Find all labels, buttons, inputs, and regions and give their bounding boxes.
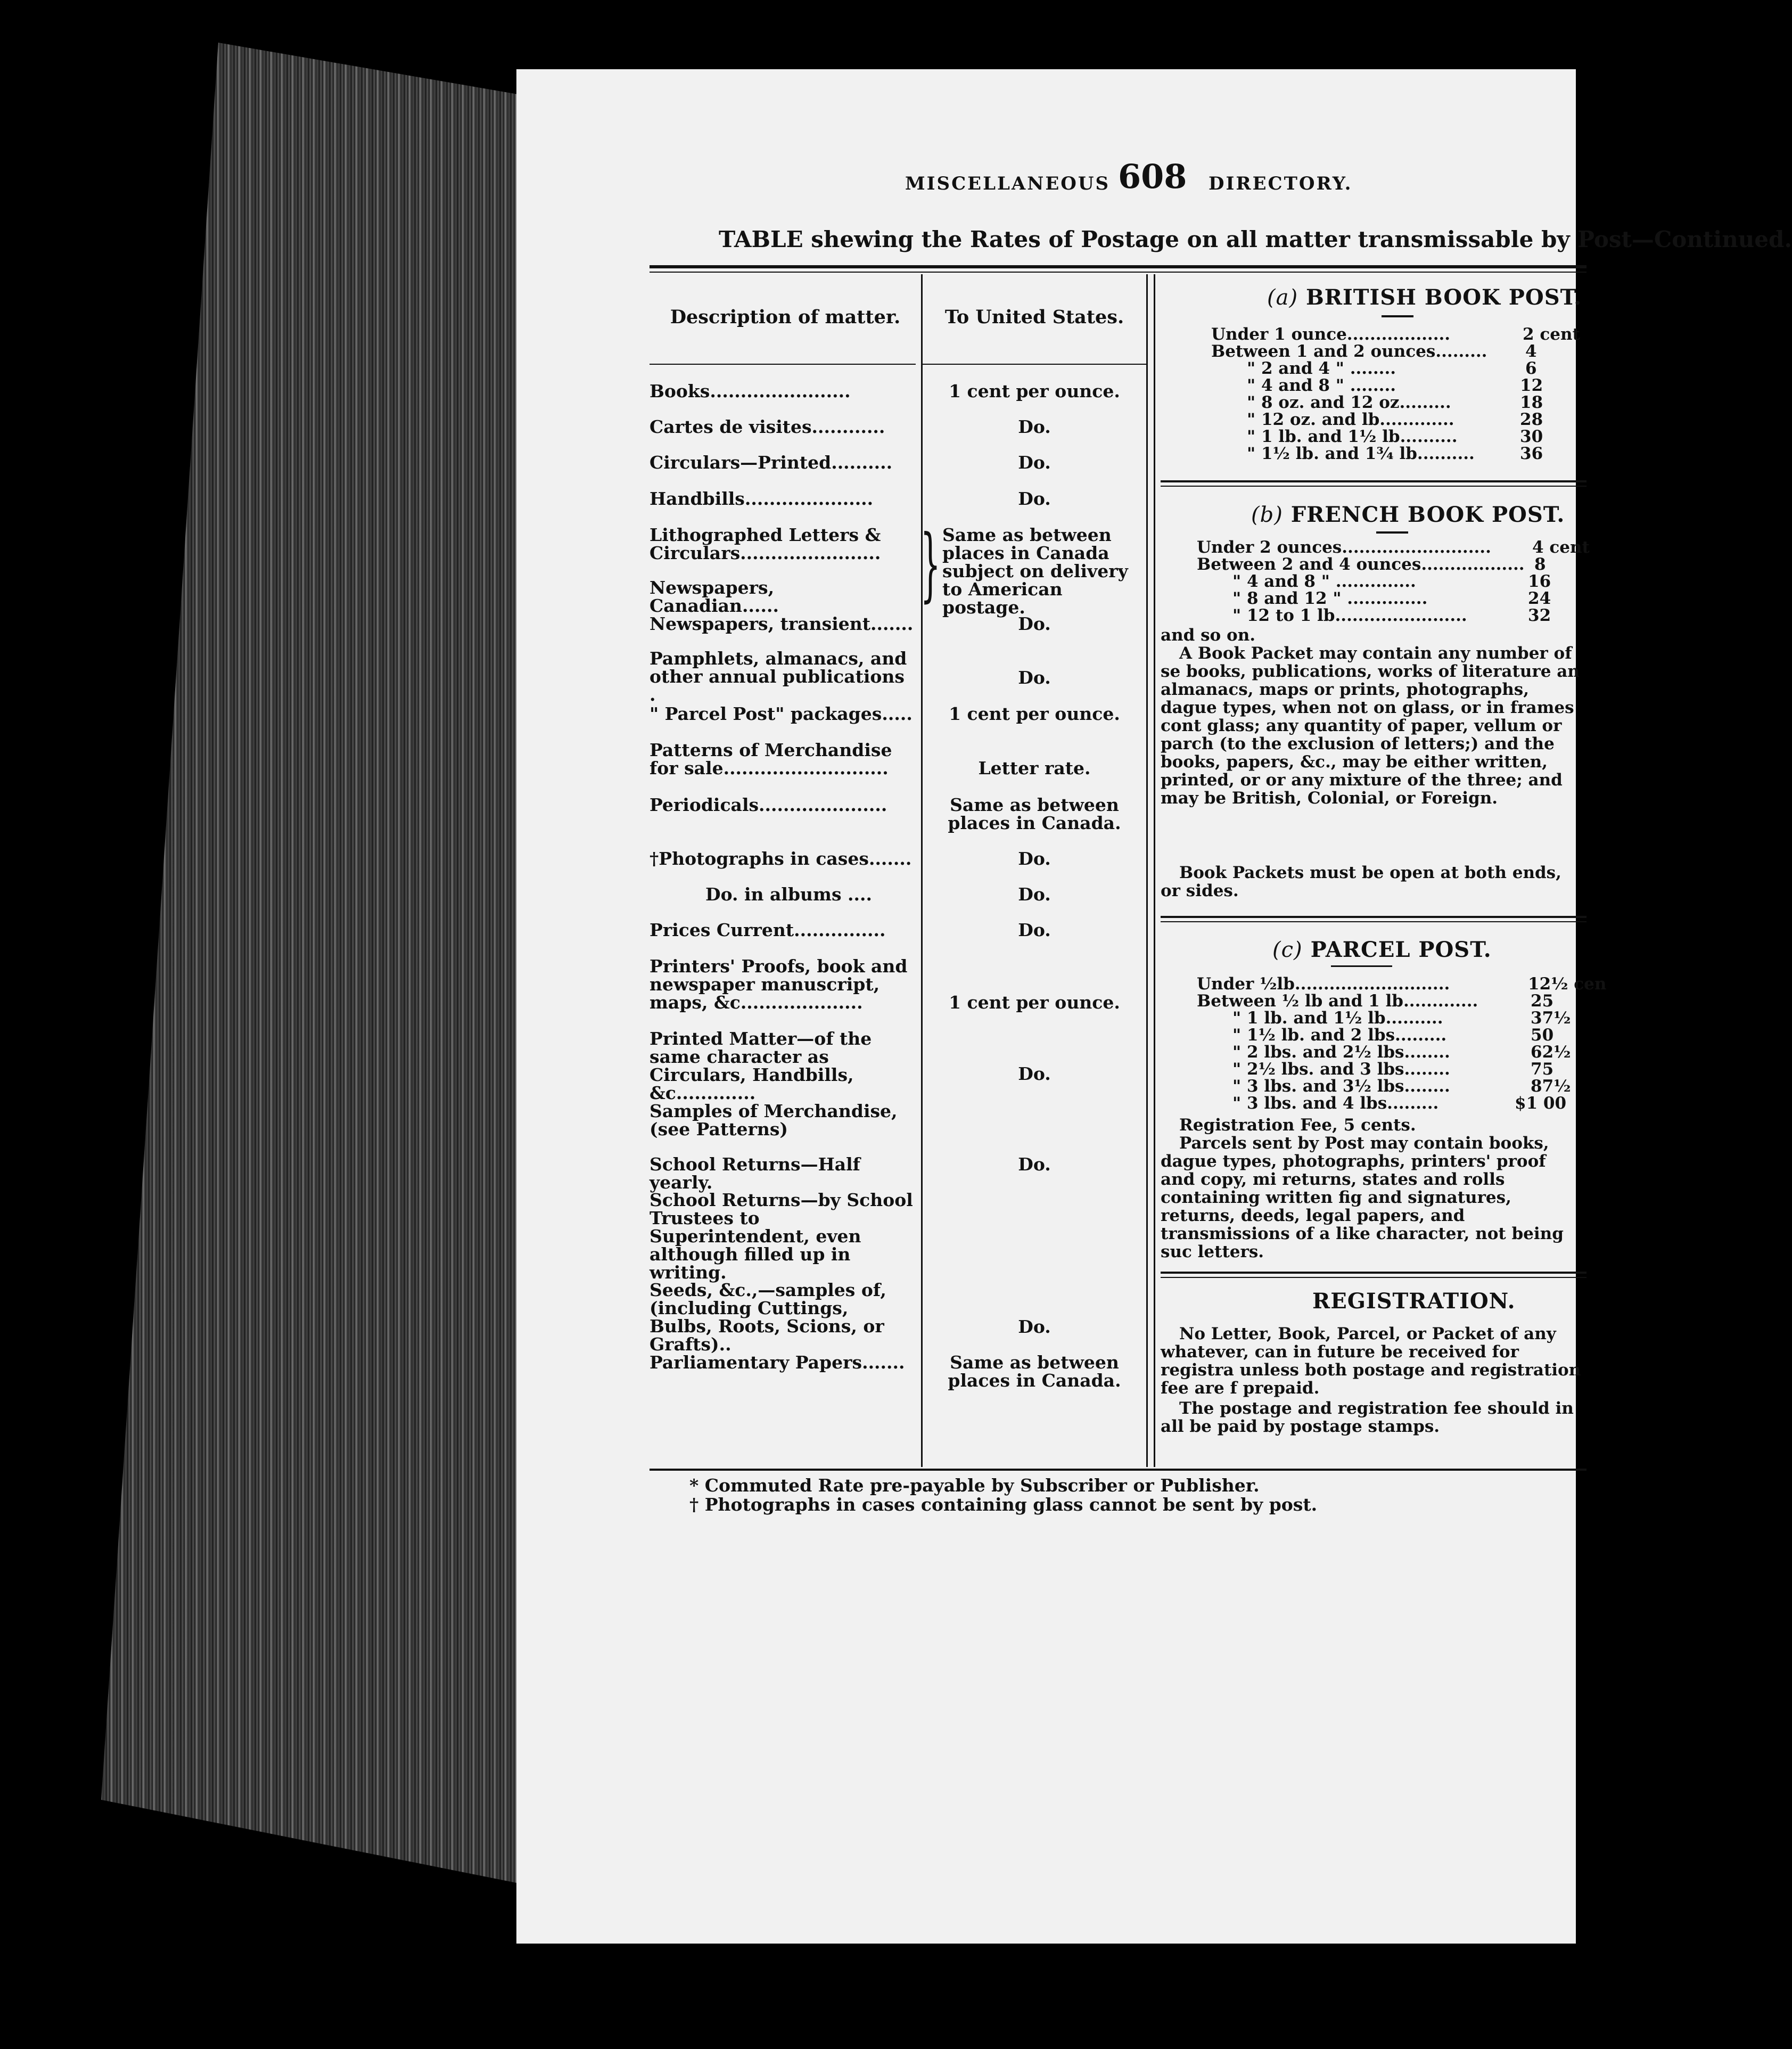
parcel-heading-prefix: (c) (1272, 938, 1303, 962)
parcel-row-value: 62½ (1531, 1043, 1571, 1062)
row-label-seeds: Seeds, &c.,—samples of, (including Cuttings, Bulbs, Roots, Scions, or Grafts).. (650, 1280, 886, 1355)
brace-glyph: } (920, 518, 941, 611)
parcel-row-label: " 2½ lbs. and 3 lbs........ (1232, 1060, 1450, 1079)
french-paragraph-2: Book Packets must be open at both ends, or sides. (1161, 863, 1561, 900)
british-row-value: 2 cent (1523, 325, 1580, 344)
french-row-label: " 8 and 12 " .............. (1232, 589, 1428, 608)
row-label-cartes: Cartes de visites............ (650, 416, 885, 437)
parcel-row-label: " 3 lbs. and 3½ lbs........ (1232, 1077, 1450, 1096)
row-label-handbills: Handbills..................... (650, 488, 874, 509)
row-label-school-returns-half: School Returns—Half yearly. (650, 1154, 860, 1193)
row-label-photographs-albums: Do. in albums .... (705, 884, 872, 905)
french-row-label: Under 2 ounces.......................... (1197, 538, 1491, 557)
parcel-row-label: " 1 lb. and 1½ lb.......... (1232, 1009, 1443, 1028)
document-page (516, 69, 1792, 1944)
parcel-row-value: 87½ (1531, 1077, 1571, 1096)
parcel-row-label: Between ½ lb and 1 lb............. (1197, 991, 1478, 1011)
header-underline-2 (923, 364, 1146, 365)
british-row-label: " 1 lb. and 1½ lb.......... (1247, 427, 1458, 446)
row-label-patterns: Patterns of Merchandise for sale........................... (650, 740, 892, 778)
row-label-photographs-cases: †Photographs in cases....... (650, 848, 912, 869)
row-value-printed-matter: Do. (1018, 1063, 1051, 1084)
french-heading-rule (1376, 531, 1408, 534)
parcel-heading (1272, 937, 1492, 962)
row-label-parcel-post: " Parcel Post" packages..... (650, 703, 913, 724)
british-row-label: " 12 oz. and lb............. (1247, 410, 1454, 429)
british-row-label: " 8 oz. and 12 oz......... (1247, 393, 1451, 412)
column-divider-3 (1154, 274, 1155, 1467)
row-value-cartes: Do. (1018, 416, 1051, 437)
parcel-registration-fee: Registration Fee, 5 cents. (1179, 1116, 1416, 1135)
parcel-heading-rule (1331, 965, 1392, 967)
british-row-value: 12 (1520, 376, 1543, 395)
parcel-heading-text: PARCEL POST. (1310, 937, 1492, 962)
column-divider-1 (921, 274, 923, 1467)
section-rule-a (1161, 480, 1587, 482)
header-left: MISCELLANEOUS (905, 173, 1111, 194)
row-value-patterns: Letter rate. (978, 758, 1091, 778)
top-rule-thin (650, 272, 1587, 273)
row-label-pamphlets: Pamphlets, almanacs, and other annual publications . (650, 648, 907, 705)
french-row-value: 4 cent (1532, 538, 1590, 557)
french-row-value: 8 (1534, 555, 1546, 574)
row-value-school-returns-half: Do. (1018, 1154, 1051, 1175)
section-rule-b-thin (1161, 921, 1587, 922)
british-row-label: Under 1 ounce.................. (1211, 325, 1451, 344)
row-value-circulars: Do. (1018, 452, 1051, 473)
french-heading (1251, 502, 1565, 527)
registration-paragraph-2: The postage and registration fee should in all be paid by postage stamps. (1161, 1399, 1574, 1436)
french-heading-prefix: (b) (1251, 503, 1283, 527)
column-header-description: Description of matter. (670, 306, 901, 328)
section-rule-c (1161, 1272, 1587, 1274)
row-label-newspapers-canadian: Newspapers, Canadian...... (650, 577, 779, 616)
french-paragraph-1: A Book Packet may contain any number of se books, publications, works of literature an almanacs, maps or prints, photographs, dague types, when not on glass, or in frames cont glass; any quantity of paper, vellum or parch (to the exclusion of letters;) and the books, papers, &c., may be either written, printed, or or any mixture of the three; and may be British, Colonial, or Foreign. (1161, 644, 1580, 808)
row-label-school-returns-trustees: School Returns—by School Trustees to Superintendent, even although filled up in writing. (650, 1190, 913, 1283)
british-row-label: " 1½ lb. and 1¾ lb.......... (1247, 444, 1475, 463)
french-row-label: Between 2 and 4 ounces.................. (1197, 555, 1525, 574)
french-row-label: " 12 to 1 lb....................... (1232, 606, 1467, 625)
parcel-row-value: 25 (1531, 991, 1554, 1011)
column-divider-2 (1146, 274, 1148, 1467)
section-rule-b (1161, 916, 1587, 918)
parcel-row-value: 37½ (1531, 1009, 1571, 1028)
registration-paragraph-1: No Letter, Book, Parcel, or Packet of any whatever, can in future be received for registra unless both postage and registration fee are f prepaid. (1161, 1324, 1581, 1398)
british-heading-rule (1382, 315, 1413, 317)
row-label-parliamentary: Parliamentary Papers....... (650, 1352, 905, 1373)
section-rule-c-thin (1161, 1277, 1587, 1278)
row-value-pamphlets: Do. (1018, 667, 1051, 688)
bracket-note: Same as between places in Canada subject on delivery to American postage. (942, 524, 1128, 618)
british-row-value: 18 (1520, 393, 1543, 412)
british-row-value: 28 (1520, 410, 1543, 429)
row-value-parcel-post: 1 cent per ounce. (949, 703, 1120, 724)
british-heading (1267, 285, 1582, 310)
column-header-rate: To United States. (944, 306, 1124, 328)
british-heading-text: BRITISH BOOK POST. (1306, 285, 1582, 310)
british-row-label: " 4 and 8 " ........ (1247, 376, 1396, 395)
registration-heading: REGISTRATION. (1312, 1289, 1516, 1314)
row-label-printed-matter: Printed Matter—of the same character as Circulars, Handbills, &c............. (650, 1028, 872, 1103)
row-value-books: 1 cent per ounce. (949, 381, 1120, 401)
row-label-printers-proofs: Printers' Proofs, book and newspaper manuscript, maps, &c.................... (650, 956, 908, 1013)
top-double-rule (650, 265, 1587, 268)
parcel-row-value: 75 (1531, 1060, 1554, 1079)
row-label-circulars: Circulars—Printed.......... (650, 452, 893, 473)
parcel-paragraph: Parcels sent by Post may contain books, dague types, photographs, printers' proof and copy, mi returns, states and rolls containing written fig and signatures, returns, deeds, legal papers, and transmissions of a like character, not being suc letters. (1161, 1134, 1564, 1261)
british-row-value: 36 (1520, 444, 1543, 463)
french-heading-text: FRENCH BOOK POST. (1290, 502, 1565, 527)
parcel-row-value: $1 00 (1515, 1094, 1567, 1113)
british-row-value: 30 (1520, 427, 1543, 446)
row-label-newspapers-transient: Newspapers, transient....... (650, 613, 914, 634)
bottom-rule (650, 1469, 1587, 1471)
british-heading-prefix: (a) (1267, 285, 1298, 310)
french-row-value: 16 (1528, 572, 1551, 591)
row-label-books: Books....................... (650, 381, 851, 401)
british-row-label: Between 1 and 2 ounces......... (1211, 342, 1487, 361)
table-caption: TABLE shewing the Rates of Postage on all matter transmissable by Post—Continued. (719, 226, 1792, 252)
parcel-row-value: 12½ cen (1528, 974, 1607, 994)
row-value-photographs-albums: Do. (1018, 884, 1051, 905)
page-number: 608 (1118, 157, 1187, 196)
row-label-samples: Samples of Merchandise, (see Patterns) (650, 1101, 898, 1140)
british-row-value: 4 (1525, 342, 1537, 361)
row-value-seeds: Do. (1018, 1316, 1051, 1337)
row-label-prices-current: Prices Current............... (650, 920, 886, 940)
row-label-periodicals: Periodicals..................... (650, 794, 887, 815)
row-value-periodicals: Same as between places in Canada. (948, 794, 1121, 833)
header-right: DIRECTORY. (1209, 173, 1353, 194)
parcel-row-value: 50 (1531, 1026, 1554, 1045)
french-row-value: 24 (1528, 589, 1551, 608)
row-value-parliamentary: Same as between places in Canada. (948, 1352, 1121, 1391)
parcel-row-label: " 1½ lb. and 2 lbs......... (1232, 1026, 1447, 1045)
footnote-commuted-rate: * Commuted Rate pre-payable by Subscriber or Publisher. (689, 1475, 1260, 1496)
header-underline-1 (650, 364, 916, 365)
footnote-photographs: † Photographs in cases containing glass cannot be sent by post. (689, 1494, 1318, 1515)
book-spine-edge (85, 43, 527, 1906)
parcel-row-label: Under ½lb........................... (1197, 974, 1450, 994)
row-value-printers-proofs: 1 cent per ounce. (949, 992, 1120, 1013)
french-and-so-on: and so on. (1161, 626, 1256, 645)
french-row-value: 32 (1528, 606, 1551, 625)
row-value-photographs-cases: Do. (1018, 848, 1051, 869)
parcel-row-label: " 2 lbs. and 2½ lbs........ (1232, 1043, 1450, 1062)
british-row-label: " 2 and 4 " ........ (1247, 359, 1396, 378)
row-value-handbills: Do. (1018, 488, 1051, 509)
row-value-prices-current: Do. (1018, 920, 1051, 940)
british-row-value: 6 (1525, 359, 1537, 378)
french-row-label: " 4 and 8 " .............. (1232, 572, 1416, 591)
row-label-lithographed: Lithographed Letters & Circulars....................... (650, 524, 881, 563)
section-rule-a-thin (1161, 486, 1587, 487)
parcel-row-label: " 3 lbs. and 4 lbs......... (1232, 1094, 1439, 1113)
row-value-newspapers-transient: Do. (1018, 613, 1051, 634)
